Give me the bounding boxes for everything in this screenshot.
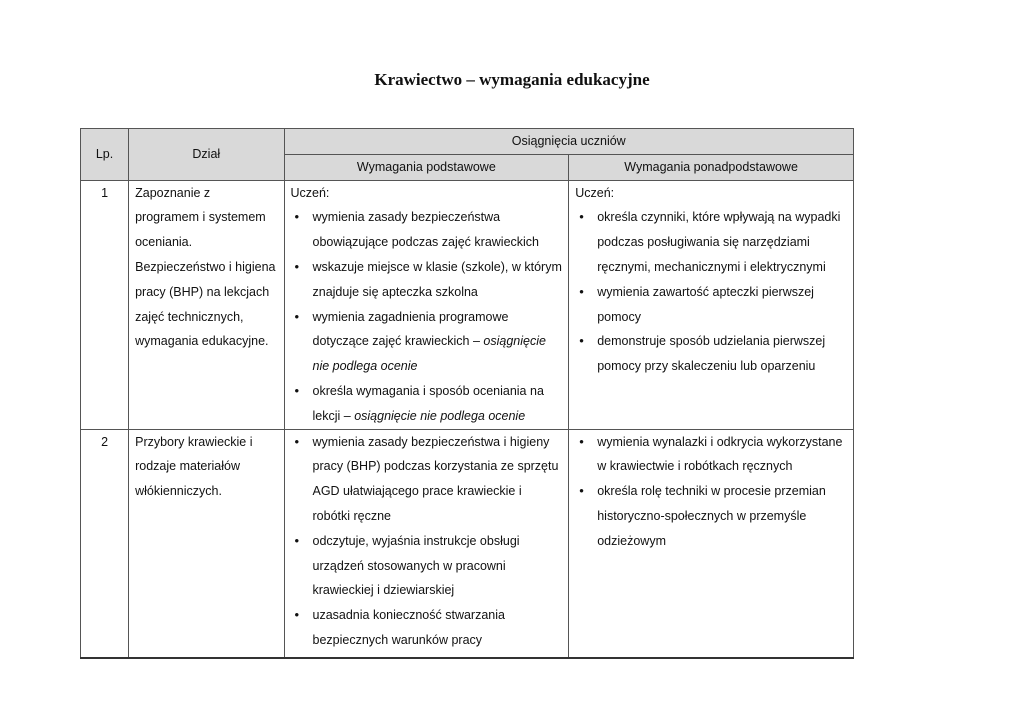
- row-podstawowe: [284, 180, 569, 429]
- requirements-table: [80, 128, 854, 659]
- list-item: • demonstruje sposób udzielania pierwszej pomocy przy skaleczeniu lub oparzeniu: [575, 329, 847, 379]
- row-dzial: Przybory krawieckie i rodzaje materiałów włókienniczych.: [129, 429, 284, 658]
- row-podstawowe: [284, 429, 569, 658]
- list-item: • wymienia zawartość apteczki pierwszej pomocy: [575, 280, 847, 330]
- row-number: 2: [81, 429, 129, 658]
- header-lp: Lp.: [81, 129, 129, 181]
- requirement-list: [575, 205, 847, 379]
- list-item: • określa czynniki, które wpływają na wypadki podczas posługiwania się narzędziami ręcznymi, mechanicznymi i elektrycznymi: [575, 205, 847, 279]
- row-number: 1: [81, 180, 129, 429]
- uczen-label: Uczeń:: [575, 185, 615, 200]
- list-item: • uzasadnia konieczność stwarzania bezpiecznych warunków pracy: [291, 603, 563, 653]
- list-item: • wymienia zasady bezpieczeństwa obowiązujące podczas zajęć krawieckich: [291, 205, 563, 255]
- table-row: [81, 180, 854, 429]
- requirement-list: [291, 205, 563, 428]
- header-dzial: Dział: [129, 129, 284, 181]
- list-item: • określa rolę techniki w procesie przemian historyczno-społecznych w przemyśle odzieżowym: [575, 479, 847, 553]
- row-ponadpodstawowe: [569, 429, 854, 658]
- table-row: [81, 429, 854, 658]
- list-item: • określa wymagania i sposób oceniania na lekcji – osiągnięcie nie podlega ocenie: [291, 379, 563, 429]
- row-ponadpodstawowe: [569, 180, 854, 429]
- requirement-list: [291, 430, 563, 653]
- list-item: • odczytuje, wyjaśnia instrukcje obsługi urządzeń stosowanych w pracowni krawieckiej i dziewiarskiej: [291, 529, 563, 603]
- header-podstawowe: Wymagania podstawowe: [284, 154, 569, 180]
- list-item: • wymienia wynalazki i odkrycia wykorzystane w krawiectwie i robótkach ręcznych: [575, 430, 847, 480]
- uczen-label: Uczeń:: [290, 185, 330, 200]
- requirement-list: [575, 430, 847, 554]
- header-osiagniecia: Osiągnięcia uczniów: [284, 129, 854, 155]
- list-item: • wskazuje miejsce w klasie (szkole), w którym znajduje się apteczka szkolna: [291, 255, 563, 305]
- page-title: Krawiectwo – wymagania edukacyjne: [374, 70, 650, 89]
- list-item: • wymienia zagadnienia programowe dotyczące zajęć krawieckich – osiągnięcie nie podlega ocenie: [291, 305, 563, 379]
- header-ponadpodstawowe: Wymagania ponadpodstawowe: [569, 154, 854, 180]
- list-item: • wymienia zasady bezpieczeństwa i higieny pracy (BHP) podczas korzystania ze sprzętu AGD ułatwiającego prace krawieckie i robótki ręczne: [291, 430, 563, 529]
- row-dzial: Zapoznanie z programem i systemem oceniania. Bezpieczeństwo i higiena pracy (BHP) na lekcjach zajęć technicznych, wymagania edukacyjne.: [129, 180, 284, 429]
